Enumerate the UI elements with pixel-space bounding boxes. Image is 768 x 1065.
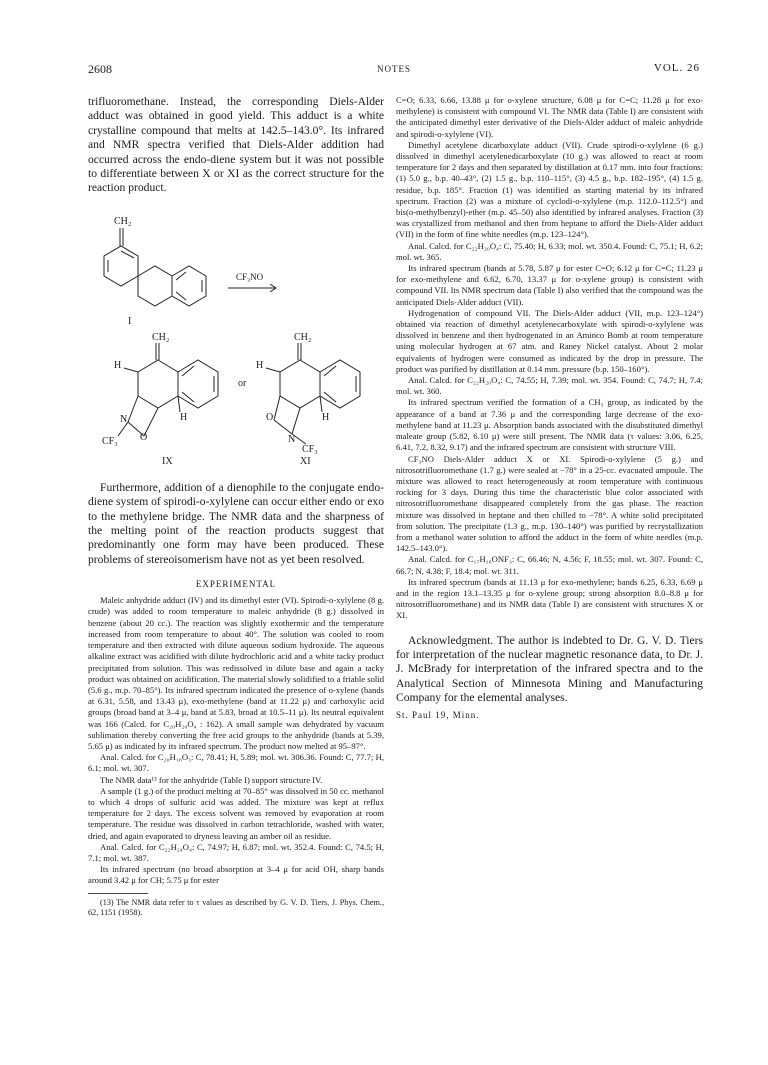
compound-xi-label: XI: [300, 455, 311, 467]
intro-paragraph: trifluoromethane. Instead, the corresponding Diels-Alder adduct was obtained in good yield. This adduct is a white crystalline compound that melts at 142.5–143.0°. Its infrared and NMR spectra verified that Diels-Alder addition had occurred across the endo-diene system but it was not possible to differentiate between X or XI as the correct structure for the reaction product.: [88, 95, 384, 195]
ir-paragraph-vii: Its infrared spectrum (bands at 5.78, 5.87 μ for ester C=O; 6.12 μ for C=C; 11.23 μ for exo-methylene and 6.62, 6.70, 13.37 μ for o-xylene group) is consistent with compound VII. Its NMR spectrum data (Table I) also verified that the compound was the anticipated Diels-Alder adduct (VII).: [396, 263, 703, 307]
hydrogenation-paragraph: Hydrogenation of compound VII. The Diels-Alder adduct (VII, m.p. 123–124°) obtained via reaction of dimethyl acetylenecarboxylate with spirodi-o-xylylene was dissolved in benzene and then hydrogenated in an Aminco Bomb at room temperature using molecular hydrogen at 67 atm. and Raney Nickel catalyst. About 2 molar equivalents of hydrogen were consumed as indicated by the drop in pressure. The product was purified by distillation at 0.14 mm. pressure (b.p. 150–160°).: [396, 307, 703, 374]
nmr-anhydride-paragraph: The NMR data¹³ for the anhydride (Table I) support structure IV.: [100, 774, 323, 785]
h-label-ix-right: H: [180, 411, 188, 423]
author-location: St. Paul 19, Minn.: [396, 709, 480, 720]
volume-label: VOL. 26: [653, 62, 700, 74]
or-label: or: [238, 377, 247, 389]
experimental-heading: EXPERIMENTAL: [195, 579, 277, 590]
compound-i-label: I: [128, 315, 132, 327]
cf3-label-ix: CF₃: [102, 435, 118, 447]
ch2-label-compound-xi: CH₂: [294, 331, 312, 343]
ir-paragraph-x: Its infrared spectrum (bands at 11.13 μ for exo-methylene; bands 6.25, 6.33, 6.69 μ and in the region 13.1–13.35 μ for o-xylene group; strong absorption 8.0–8.8 μ for nitrosotrifluoromethane) and its NMR data (Table I) are consistent with structures X or XI.: [396, 576, 703, 621]
ch2-label-compound-ix: CH₂: [152, 331, 170, 343]
n-label-xi: N: [288, 433, 296, 445]
page-header: [88, 62, 700, 78]
ir-paragraph-vi: Its infrared spectrum (no broad absorption at 3–4 μ for acid OH, sharp bands around 3.42 μ for CH; 5.75 μ for ester: [88, 864, 384, 886]
page-number: 2608: [88, 62, 112, 76]
anal-paragraph-vii: Anal. Calcd. for C₂₂H₂₀O₄: C, 75.40; H, 6.33; mol. wt. 350.4. Found: C, 75.1; H, 6.2; mol. wt. 365.: [396, 240, 703, 262]
footnote-13: (13) The NMR data refer to τ values as described by G. V. D. Tiers, J. Phys. Chem., 62, 1151 (1958).: [88, 897, 384, 918]
reaction-scheme-drawing: [88, 198, 384, 503]
h-label-xi-right: H: [322, 411, 330, 423]
ir-continuation-paragraph: C=O; 6.33, 6.66, 13.88 μ for o-xylene structure, 6.08 μ for C=C; 11.28 μ for exo-methylene) is consistent with compound VI. The NMR data (Table I) are consistent with the anticipated dimethyl ester derivative of the Diels-Alder adduct of maleic anhydride and spirodi-o-xylylene (VI).: [396, 95, 703, 139]
cf3no-adduct-paragraph: CF₃NO Diels-Alder adduct X or XI. Spirodi-o-xylylene (5 g.) and nitrosotrifluoromethane (1.7 g.) were sealed at −78° in a 25-cc. evacuated ampoule. The mixture was allowed to react heterogeneously at room temperature with continuous rocking for 3 days. During this time the characteristic blue color associated with nitrosotrifluoromethane disappeared completely from the gas phase. The reaction mixture was dissolved in heptane and then chilled to −78°. A white solid precipitated from solution. The precipitate (1.3 g., m.p. 130–140°) was purified by recrystallization from a methanol water solution to afford the adduct in the form of white needles (m.p. 142.5–143.0°).: [396, 453, 703, 554]
maleic-anhydride-paragraph: Maleic anhydride adduct (IV) and its dimethyl ester (VI). Spirodi-o-xylylene (8 g. crude) was added to room temperature to maleic anhydride (8 g.) dissolved in benzene (about 20 cc.). The reaction was slightly exothermic and the temperature increased from room temperature to about 40°. The solution was cooled to room temperature and then extracted with dilute aqueous sodium hydroxide. The aqueous alkaline extract was acidified with dilute hydrochloric acid and a white tacky product precipitated from solution. This was redissolved in dilute base and again a tacky product was obtained on acidification. The material slowly solidified to a friable solid (5.6 g., m.p. 70–85°). Its infrared spectrum indicated the presence of o-xylene (bands at 6.31, 5.58, and 13.43 μ), exo-methylene (band at 11.22 μ) and carboxylic acid groups (broad band at 3–4 μ, band at 5.83, broad at 10.5–11 μ). Its neutral equivalent was 166 (Calcd. for C₂₀H₂₀O₄ : 162). A small sample was dehydrated by vacuum sublimation thereby converting the free acid groups to the anhydride (bands at 5.39, 5.65 μ) as indicated by its infrared spectrum. The product now melted at 95–97°.: [88, 595, 384, 751]
anal-paragraph-vi: Anal. Calcd. for C₂₂H₂₄O₄: C, 74.97; H, 6.87; mol. wt. 352.4. Found: C, 74.5; H, 7.1; mol. wt. 387.: [88, 841, 384, 863]
anal-paragraph-iv: Anal. Calcd. for C₂₀H₁₈O₃: C, 78.41; H, 5.89; mol. wt. 306.36. Found: C, 77.7; H, 6.1; mol. wt. 307.: [88, 752, 384, 774]
reagent-label: CF₃NO: [236, 271, 264, 282]
o-label-xi: O: [266, 411, 274, 423]
left-column: [88, 95, 384, 919]
cf3-label-xi: CF₃: [302, 443, 318, 455]
anal-paragraph-viii: Anal. Calcd. for C₂₂H₂₀O₄: C, 74.55; H, 7.39; mol. wt. 354. Found: C, 74.7; H, 7.4; mol. wt. 360.: [396, 375, 703, 397]
stereoisomerism-paragraph: Furthermore, addition of a dienophile to the conjugate endo-diene system of spirodi-o-xylylene can occur either endo or exo to the methylene bridge. The NMR data and the sharpness of the melting point of the reaction products suggest that predominantly one form may have been produced. These problems of stereoisomerism have not as yet been resolved.: [88, 480, 384, 566]
reaction-scheme-figure: [88, 198, 384, 503]
running-title: NOTES: [377, 64, 411, 74]
footnote-rule: [88, 893, 148, 894]
right-column: [396, 95, 703, 720]
ir-paragraph-viii: Its infrared spectrum verified the formation of a CH₃ group, as indicated by the appearance of a band at 7.36 μ and the corresponding large decrease of the exo-methylene band at 11.23 μ. Absorption bands associated with the disubstituted dimethyl maleate group (5.82, 6.10 μ) were still present. The NMR data (τ values: 3.06, 6.25, 6.41, 7.2, 8.32, 9.17) and the infrared spectrum are consistent with structure VIII.: [396, 397, 703, 453]
acetylene-adduct-paragraph: Dimethyl acetylene dicarboxylate adduct (VII). Crude spirodi-o-xylylene (6 g.) dissolved in dimethyl acetylenedicarboxylate (10 g.) was allowed to react at room temperature for 2 days and then separated by distillation at 0.17 mm. into four fractions: (1) 5.0 g., b.p. 40–43°, (2) 1.5 g., b.p. 110–115°, (3) 4.5 g., b.p. 182–195°, (4) 1.5 g. residue, b.p. 185°. Fraction (1) was identified as starting material by its infrared spectrum. Fraction (2) was a mixture of cyclodi-o-xylylene (m.p. 112.0–112.5°) and bis(o-methylbenzyl)-ether (m.p. 45–50) also identified by infrared analyses. Fraction (3) was crystallized from methanol and then from heptane to afford the Diels-Alder adduct (VII) in the form of fine white needles (m.p. 123–124°).: [396, 139, 703, 240]
o-label-ix: O: [140, 431, 148, 443]
ch2-label-compound-i: CH₂: [114, 215, 132, 227]
n-label-ix: N: [120, 413, 128, 425]
acknowledgment-paragraph: Acknowledgment. The author is indebted to Dr. G. V. D. Tiers for interpretation of the nuclear magnetic resonance data, to Dr. J. J. McBrady for interpretation of the infrared spectra and to the Analytical Section of Minnesota Mining and Manufacturing Company for the elemental analyses.: [396, 633, 703, 705]
anal-paragraph-x: Anal. Calcd. for C₁₇H₁₆ONF₃: C, 66.46; N, 4.56; F, 18.55; mol. wt. 307. Found: C, 66.7; N, 4.38; F, 18.4; mol. wt. 311.: [396, 554, 703, 576]
esterification-paragraph: A sample (1 g.) of the product melting at 70–85° was dissolved in 50 cc. methanol to which 4 drops of sulfuric acid was added. The mixture was kept at reflux temperature for 2 days. The excess solvent was removed by evaporation at room temperature. The residue was dissolved in carbon tetrachloride, washed with water, dried, and again evaporated to dryness leaving an amber oil as residue.: [88, 785, 384, 841]
h-label-xi-left: H: [256, 359, 264, 371]
compound-ix-label: IX: [162, 455, 173, 467]
h-label-ix-left: H: [114, 359, 122, 371]
